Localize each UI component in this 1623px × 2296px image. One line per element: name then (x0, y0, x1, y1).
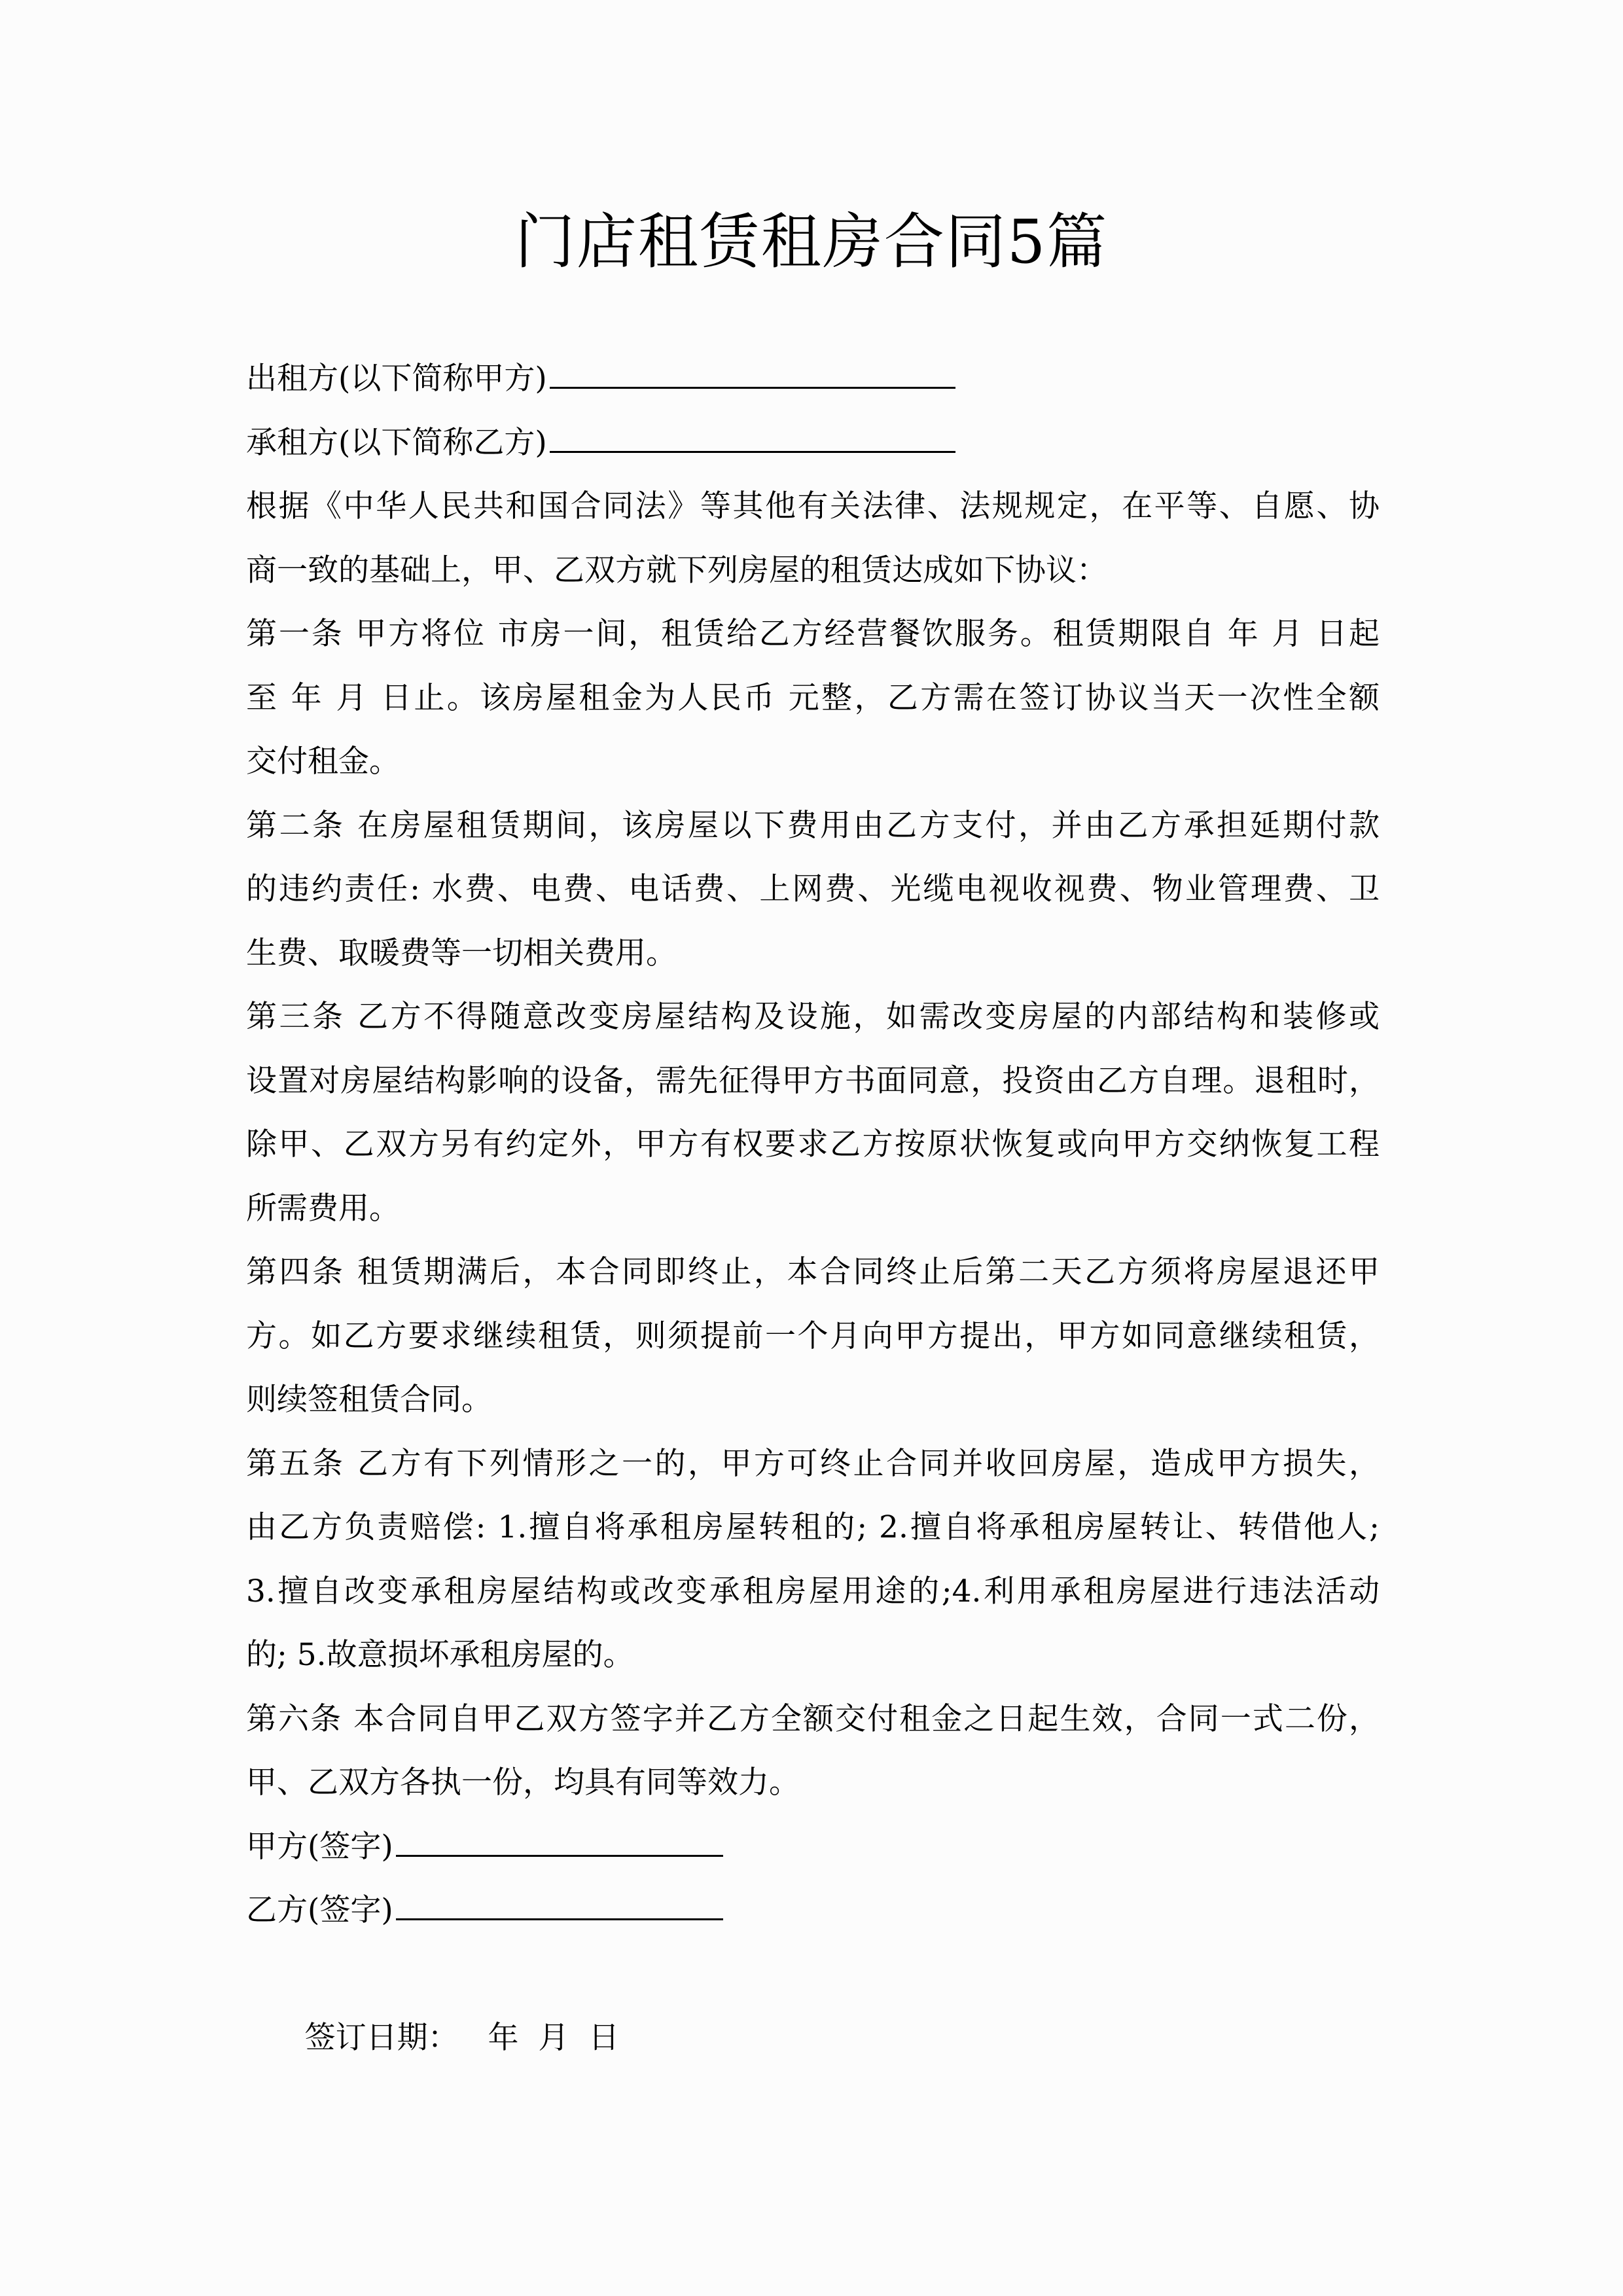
article-4 (246, 1240, 1380, 1432)
article-line: 生费、取暖费等一切相关费用。 (246, 935, 677, 971)
article-line: 第四条 租赁期满后，本合同即终止，本合同终止后第二天乙方须将房屋退还甲 (246, 1254, 1380, 1290)
party-b-signature-line (246, 1878, 1380, 1943)
article-line: 甲、乙双方各执一份，均具有同等效力。 (246, 1765, 800, 1801)
preamble-line: 根据《中华人民共和国合同法》等其他有关法律、法规规定，在平等、自愿、协 (246, 488, 1380, 524)
article-line: 第五条 乙方有下列情形之一的，甲方可终止合同并收回房屋，造成甲方损失， (246, 1445, 1380, 1482)
article-line: 至 年 月 日止。该房屋租金为人民币 元整，乙方需在签订协议当天一次性全额 (246, 679, 1380, 716)
party-a-signature-label: 甲方(签字) (246, 1828, 393, 1865)
article-line: 第三条 乙方不得随意改变房屋结构及设施，如需改变房屋的内部结构和装修或 (246, 999, 1380, 1035)
lessor-blank-field[interactable] (550, 386, 955, 389)
article-line: 除甲、乙双方另有约定外，甲方有权要求乙方按原状恢复或向甲方交纳恢复工程 (246, 1126, 1380, 1162)
article-line: 交付租金。 (246, 744, 400, 780)
article-line: 所需费用。 (246, 1190, 400, 1227)
party-b-signature-label: 乙方(签字) (246, 1892, 393, 1928)
preamble-paragraph (246, 475, 1380, 602)
document-body (246, 347, 1380, 2056)
article-line: 的违约责任: 水费、电费、电话费、上网费、光缆电视收视费、物业管理费、卫 (246, 871, 1380, 907)
article-line: 第六条 本合同自甲乙双方签字并乙方全额交付租金之日起生效，合同一式二份， (246, 1700, 1380, 1737)
lessee-label: 承租方(以下简称乙方) (246, 424, 547, 461)
article-5 (246, 1432, 1380, 1687)
document-title: 门店租赁租房合同5篇 (514, 207, 1109, 277)
article-line: 第一条 甲方将位 市房一间，租赁给乙方经营餐饮服务。租赁期限自 年 月 日起 (246, 616, 1380, 652)
lessee-blank-field[interactable] (550, 450, 955, 453)
article-6 (246, 1687, 1380, 1815)
lessor-label: 出租方(以下简称甲方) (246, 361, 547, 397)
article-line: 的; 5.故意损坏承租房屋的。 (246, 1637, 634, 1673)
article-line: 则续签租赁合同。 (246, 1382, 492, 1418)
article-1 (246, 602, 1380, 794)
preamble-line: 商一致的基础上，甲、乙双方就下列房屋的租赁达成如下协议： (246, 552, 1107, 588)
article-line: 由乙方负责赔偿: 1.擅自将承租房屋转租的; 2.擅自将承租房屋转让、转借他人; (246, 1509, 1380, 1545)
sign-date-text: 签订日期： 年 月 日 (304, 2020, 620, 2056)
sign-date-line (246, 1943, 1380, 2056)
article-line: 设置对房屋结构影响的设备，需先征得甲方书面同意，投资由乙方自理。退租时， (246, 1062, 1380, 1099)
article-2 (246, 794, 1380, 986)
article-line: 3.擅自改变承租房屋结构或改变承租房屋用途的;4.利用承租房屋进行违法活动 (246, 1573, 1380, 1609)
lessee-line (246, 411, 1380, 475)
article-line: 方。如乙方要求继续租赁，则须提前一个月向甲方提出，甲方如同意继续租赁， (246, 1318, 1380, 1354)
party-a-signature-field[interactable] (396, 1854, 723, 1857)
article-line: 第二条 在房屋租赁期间，该房屋以下费用由乙方支付，并由乙方承担延期付款 (246, 807, 1380, 844)
party-a-signature-line (246, 1815, 1380, 1879)
article-3 (246, 985, 1380, 1240)
party-b-signature-field[interactable] (396, 1918, 723, 1920)
lessor-line (246, 347, 1380, 411)
